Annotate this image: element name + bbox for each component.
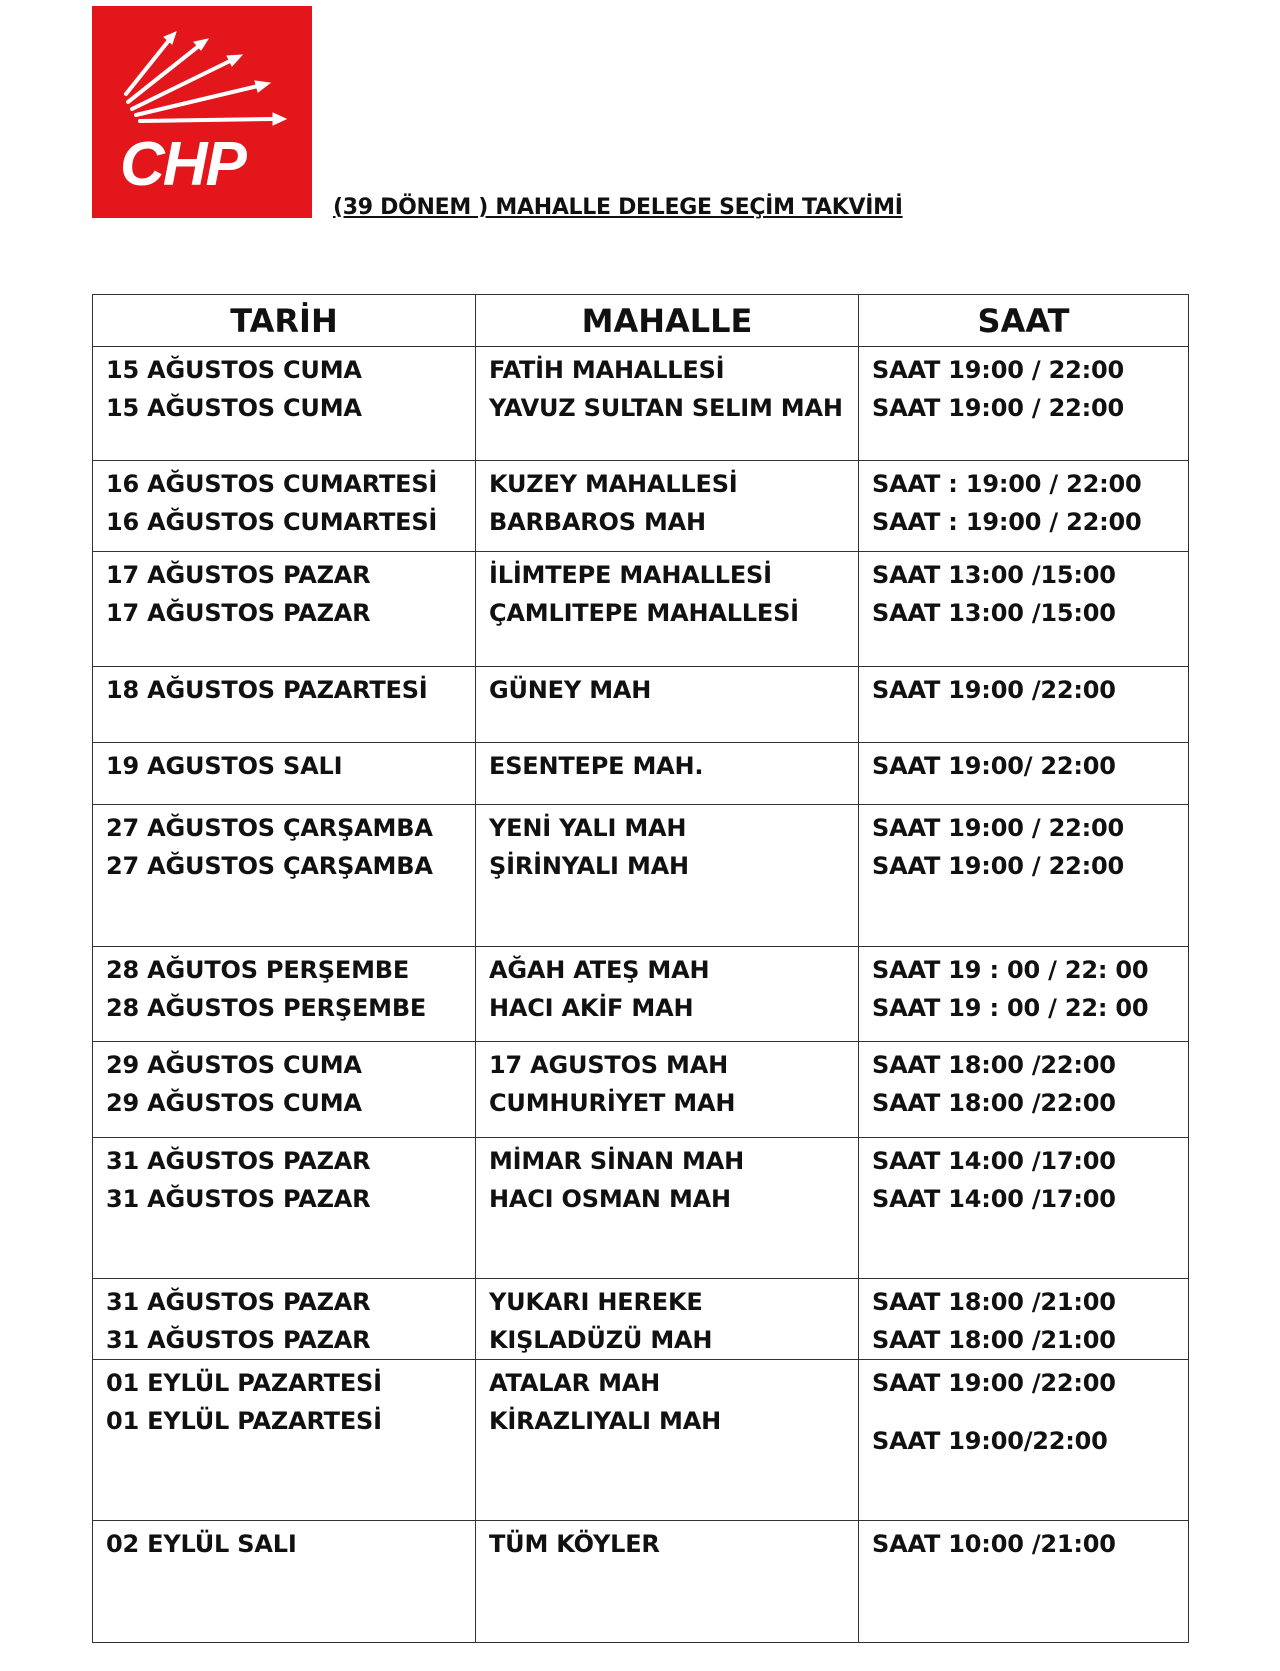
saat-line: SAAT 19:00/ 22:00 <box>872 752 1116 780</box>
tarih-cell <box>93 1360 476 1521</box>
mahalle-line: YUKARI HEREKE <box>489 1288 703 1316</box>
saat-line: SAAT 18:00 /21:00 <box>872 1288 1116 1316</box>
saat-cell <box>859 805 1189 947</box>
table-row <box>93 805 1189 947</box>
saat-cell <box>859 1138 1189 1279</box>
table-row <box>93 1042 1189 1138</box>
saat-line: SAAT 19:00 / 22:00 <box>872 814 1124 842</box>
chp-logo <box>92 6 312 218</box>
mahalle-cell <box>476 347 859 461</box>
document-title: (39 DÖNEM ) MAHALLE DELEGE SEÇİM TAKVİMİ <box>333 195 903 220</box>
mahalle-cell <box>476 805 859 947</box>
tarih-line: 17 AĞUSTOS PAZAR <box>106 561 371 589</box>
mahalle-cell <box>476 552 859 667</box>
tarih-line: 16 AĞUSTOS CUMARTESİ <box>106 508 438 536</box>
saat-line: SAAT 19 : 00 / 22: 00 <box>872 994 1149 1022</box>
tarih-line: 19 AGUSTOS SALI <box>106 752 343 780</box>
saat-cell <box>859 1521 1189 1643</box>
mahalle-line: ESENTEPE MAH. <box>489 752 704 780</box>
mahalle-cell <box>476 743 859 805</box>
table-row <box>93 947 1189 1042</box>
saat-cell <box>859 667 1189 743</box>
table-row <box>93 461 1189 552</box>
tarih-cell <box>93 552 476 667</box>
saat-line: SAAT 19:00/22:00 <box>872 1427 1108 1455</box>
tarih-line: 28 AĞUTOS PERŞEMBE <box>106 956 410 984</box>
schedule-table <box>92 294 1189 1643</box>
mahalle-line: KIŞLADÜZÜ MAH <box>489 1326 713 1354</box>
saat-line: SAAT 19:00 / 22:00 <box>872 394 1124 422</box>
saat-line: SAAT 18:00 /22:00 <box>872 1089 1116 1117</box>
tarih-line: 01 EYLÜL PAZARTESİ <box>106 1407 382 1435</box>
mahalle-cell <box>476 947 859 1042</box>
tarih-line: 01 EYLÜL PAZARTESİ <box>106 1369 382 1397</box>
mahalle-line: İLİMTEPE MAHALLESİ <box>489 561 772 589</box>
table-row <box>93 347 1189 461</box>
tarih-line: 15 AĞUSTOS CUMA <box>106 356 362 384</box>
mahalle-cell <box>476 461 859 552</box>
saat-line: SAAT 13:00 /15:00 <box>872 599 1116 627</box>
mahalle-cell <box>476 1521 859 1643</box>
tarih-cell <box>93 1042 476 1138</box>
saat-line: SAAT 19:00 /22:00 <box>872 1369 1116 1397</box>
saat-line: SAAT 14:00 /17:00 <box>872 1147 1116 1175</box>
saat-line: SAAT 19 : 00 / 22: 00 <box>872 956 1149 984</box>
tarih-line: 29 AĞUSTOS CUMA <box>106 1051 362 1079</box>
mahalle-line: YENİ YALI MAH <box>489 814 687 842</box>
tarih-cell <box>93 1138 476 1279</box>
tarih-cell <box>93 743 476 805</box>
mahalle-line: CUMHURİYET MAH <box>489 1089 736 1117</box>
mahalle-cell <box>476 1138 859 1279</box>
mahalle-line: GÜNEY MAH <box>489 676 652 704</box>
mahalle-cell <box>476 1042 859 1138</box>
saat-line: SAAT 18:00 /21:00 <box>872 1326 1116 1354</box>
tarih-cell <box>93 947 476 1042</box>
mahalle-cell <box>476 667 859 743</box>
logo-text: CHP <box>120 130 245 199</box>
header-saat: SAAT <box>859 295 1189 347</box>
saat-line: SAAT 14:00 /17:00 <box>872 1185 1116 1213</box>
saat-line: SAAT 19:00 /22:00 <box>872 676 1116 704</box>
saat-line: SAAT 18:00 /22:00 <box>872 1051 1116 1079</box>
table-row <box>93 552 1189 667</box>
saat-cell <box>859 461 1189 552</box>
mahalle-line: HACI OSMAN MAH <box>489 1185 731 1213</box>
tarih-cell <box>93 1521 476 1643</box>
mahalle-line: KUZEY MAHALLESİ <box>489 470 738 498</box>
header-tarih: TARİH <box>93 295 476 347</box>
header-row <box>93 295 1189 347</box>
saat-cell <box>859 743 1189 805</box>
mahalle-line: YAVUZ SULTAN SELIM MAH <box>489 394 843 422</box>
header-mahalle: MAHALLE <box>476 295 859 347</box>
tarih-line: 15 AĞUSTOS CUMA <box>106 394 362 422</box>
saat-cell <box>859 1042 1189 1138</box>
tarih-cell <box>93 461 476 552</box>
tarih-line: 31 AĞUSTOS PAZAR <box>106 1288 371 1316</box>
mahalle-line: BARBAROS MAH <box>489 508 706 536</box>
table-row <box>93 1138 1189 1279</box>
saat-line: SAAT 13:00 /15:00 <box>872 561 1116 589</box>
mahalle-line: MİMAR SİNAN MAH <box>489 1147 744 1175</box>
mahalle-line: TÜM KÖYLER <box>489 1530 660 1558</box>
mahalle-cell <box>476 1360 859 1521</box>
saat-cell <box>859 1360 1189 1521</box>
mahalle-cell <box>476 1279 859 1360</box>
tarih-line: 28 AĞUSTOS PERŞEMBE <box>106 994 427 1022</box>
mahalle-line: ŞİRİNYALI MAH <box>489 852 689 880</box>
tarih-line: 27 AĞUSTOS ÇARŞAMBA <box>106 852 433 880</box>
table-row <box>93 1279 1189 1360</box>
saat-cell <box>859 947 1189 1042</box>
mahalle-line: ÇAMLITEPE MAHALLESİ <box>489 599 799 627</box>
saat-line: SAAT 10:00 /21:00 <box>872 1530 1116 1558</box>
saat-cell <box>859 347 1189 461</box>
mahalle-line: HACI AKİF MAH <box>489 994 694 1022</box>
mahalle-line: KİRAZLIYALI MAH <box>489 1407 721 1435</box>
table-row <box>93 1360 1189 1521</box>
tarih-line: 29 AĞUSTOS CUMA <box>106 1089 362 1117</box>
tarih-cell <box>93 805 476 947</box>
saat-line: SAAT 19:00 / 22:00 <box>872 356 1124 384</box>
mahalle-line: AĞAH ATEŞ MAH <box>489 956 710 984</box>
mahalle-line: 17 AGUSTOS MAH <box>489 1051 728 1079</box>
table-row <box>93 667 1189 743</box>
tarih-line: 17 AĞUSTOS PAZAR <box>106 599 371 627</box>
saat-line: SAAT : 19:00 / 22:00 <box>872 470 1142 498</box>
table-row <box>93 1521 1189 1643</box>
tarih-cell <box>93 667 476 743</box>
tarih-line: 16 AĞUSTOS CUMARTESİ <box>106 470 438 498</box>
saat-line: SAAT : 19:00 / 22:00 <box>872 508 1142 536</box>
tarih-line: 31 AĞUSTOS PAZAR <box>106 1147 371 1175</box>
tarih-line: 27 AĞUSTOS ÇARŞAMBA <box>106 814 433 842</box>
tarih-cell <box>93 1279 476 1360</box>
saat-cell <box>859 552 1189 667</box>
tarih-line: 31 AĞUSTOS PAZAR <box>106 1326 371 1354</box>
mahalle-line: ATALAR MAH <box>489 1369 661 1397</box>
saat-cell <box>859 1279 1189 1360</box>
mahalle-line: FATİH MAHALLESİ <box>489 356 725 384</box>
tarih-line: 18 AĞUSTOS PAZARTESİ <box>106 676 428 704</box>
tarih-line: 31 AĞUSTOS PAZAR <box>106 1185 371 1213</box>
saat-line: SAAT 19:00 / 22:00 <box>872 852 1124 880</box>
table-row <box>93 743 1189 805</box>
tarih-line: 02 EYLÜL SALI <box>106 1530 297 1558</box>
tarih-cell <box>93 347 476 461</box>
